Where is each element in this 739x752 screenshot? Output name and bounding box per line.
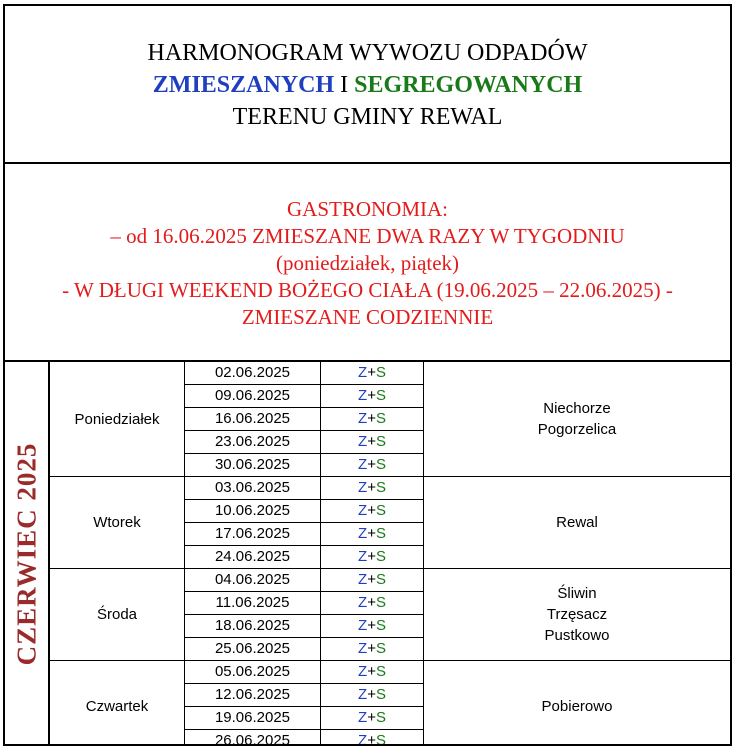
waste-type-s: S: [375, 410, 386, 427]
waste-type-plus: +: [367, 686, 376, 703]
waste-type-z: Z: [358, 479, 368, 496]
waste-type-plus: +: [367, 709, 376, 726]
waste-type-cell: [321, 500, 424, 523]
waste-type-z: Z: [358, 502, 368, 519]
location-name: Niechorze: [543, 400, 611, 417]
date-cell: 02.06.2025: [185, 362, 321, 385]
waste-type-plus: +: [367, 640, 376, 657]
waste-type-cell: [321, 454, 424, 477]
notice-line-4: - W DŁUGI WEEKEND BOŻEGO CIAŁA (19.06.2025 – 22.06.2025) -: [62, 278, 673, 302]
waste-type-z: Z: [358, 663, 368, 680]
title-conjunction: I: [340, 72, 349, 98]
waste-type-z: Z: [358, 456, 368, 473]
waste-type-cell: [321, 684, 424, 707]
day-name: Wtorek: [93, 514, 141, 531]
waste-type-plus: +: [367, 571, 376, 588]
notice-line-3: (poniedziałek, piątek): [275, 251, 460, 275]
waste-type-cell: [321, 477, 424, 500]
date-cell: 18.06.2025: [185, 615, 321, 638]
waste-type-plus: +: [367, 548, 376, 565]
date-cell: 12.06.2025: [185, 684, 321, 707]
waste-type-s: S: [375, 732, 386, 746]
location-name: Śliwin: [557, 585, 597, 602]
notice-line-1: GASTRONOMIA:: [286, 197, 448, 221]
locations-cell: [424, 477, 730, 569]
date-cell: 24.06.2025: [185, 546, 321, 569]
waste-type-z: Z: [358, 594, 368, 611]
notice-line-2: – od 16.06.2025 ZMIESZANE DWA RAZY W TYGODNIU: [110, 224, 625, 248]
waste-type-z: Z: [358, 571, 368, 588]
waste-type-plus: +: [367, 479, 376, 496]
waste-type-z: Z: [358, 617, 368, 634]
date-cell: 04.06.2025: [185, 569, 321, 592]
date-cell: 11.06.2025: [185, 592, 321, 615]
title-sorted: SEGREGOWANYCH: [354, 72, 583, 98]
day-name: Poniedziałek: [74, 410, 160, 428]
locations-cell: [424, 569, 730, 661]
waste-type-s: S: [375, 548, 386, 565]
waste-type-z: Z: [358, 525, 368, 542]
title-line-1: HARMONOGRAM WYWOZU ODPADÓW: [147, 40, 588, 66]
waste-type-cell: [321, 730, 424, 746]
waste-type-plus: +: [367, 456, 376, 473]
location-name: Trzęsacz: [546, 606, 608, 623]
waste-type-z: Z: [358, 364, 368, 381]
date-cell: 25.06.2025: [185, 638, 321, 661]
waste-type-z: Z: [358, 433, 368, 450]
date-cell: 10.06.2025: [185, 500, 321, 523]
waste-type-cell: [321, 385, 424, 408]
title-line-3: TERENU GMINY REWAL: [232, 104, 503, 130]
day-name: Środa: [96, 606, 138, 623]
waste-type-cell: [321, 431, 424, 454]
location-name: Pobierowo: [541, 698, 613, 715]
title-mixed: ZMIESZANYCH: [152, 72, 335, 98]
date-cell: 16.06.2025: [185, 408, 321, 431]
waste-type-cell: [321, 362, 424, 385]
date-cell: 26.06.2025: [185, 730, 321, 746]
waste-type-s: S: [375, 456, 386, 473]
waste-type-plus: +: [367, 617, 376, 634]
day-cell: [50, 661, 185, 746]
location-name: Pogorzelica: [537, 421, 617, 438]
waste-type-plus: +: [367, 594, 376, 611]
month-label: CZERWIEC 2025: [11, 442, 41, 666]
waste-type-z: Z: [358, 387, 368, 404]
date-cell: 19.06.2025: [185, 707, 321, 730]
date-cell: 30.06.2025: [185, 454, 321, 477]
date-cell: 03.06.2025: [185, 477, 321, 500]
waste-type-s: S: [375, 387, 386, 404]
waste-type-cell: [321, 615, 424, 638]
schedule-document: [3, 4, 732, 746]
date-cell: 17.06.2025: [185, 523, 321, 546]
waste-type-plus: +: [367, 663, 376, 680]
location-name: Pustkowo: [544, 627, 610, 644]
waste-type-cell: [321, 523, 424, 546]
waste-type-s: S: [375, 502, 386, 519]
waste-type-plus: +: [367, 410, 376, 427]
waste-type-z: Z: [358, 709, 368, 726]
waste-type-z: Z: [358, 686, 368, 703]
month-label-cell: [5, 362, 50, 746]
waste-type-s: S: [375, 686, 386, 703]
waste-type-plus: +: [367, 732, 376, 746]
date-cell: 23.06.2025: [185, 431, 321, 454]
waste-type-s: S: [375, 663, 386, 680]
waste-type-s: S: [375, 433, 386, 450]
document-header: [5, 6, 730, 164]
day-cell: [50, 362, 185, 477]
date-cell: 05.06.2025: [185, 661, 321, 684]
waste-type-cell: [321, 546, 424, 569]
day-cell: [50, 477, 185, 569]
waste-type-s: S: [375, 479, 386, 496]
location-name: Rewal: [556, 514, 598, 531]
waste-type-plus: +: [367, 364, 376, 381]
title-line-2: [5, 72, 730, 99]
waste-type-s: S: [375, 640, 386, 657]
locations-cell: [424, 661, 730, 746]
waste-type-z: Z: [358, 548, 368, 565]
schedule-table: [50, 362, 730, 746]
waste-type-plus: +: [367, 387, 376, 404]
locations-cell: [424, 362, 730, 477]
day-name: Czwartek: [85, 698, 149, 715]
waste-type-s: S: [375, 525, 386, 542]
waste-type-cell: [321, 661, 424, 684]
waste-type-cell: [321, 707, 424, 730]
waste-type-plus: +: [367, 525, 376, 542]
waste-type-cell: [321, 408, 424, 431]
waste-type-s: S: [375, 617, 386, 634]
waste-type-s: S: [375, 709, 386, 726]
waste-type-z: Z: [358, 640, 368, 657]
waste-type-plus: +: [367, 502, 376, 519]
waste-type-plus: +: [367, 433, 376, 450]
notice-line-5: ZMIESZANE CODZIENNIE: [241, 305, 494, 329]
waste-type-s: S: [375, 571, 386, 588]
waste-type-s: S: [375, 364, 386, 381]
waste-type-s: S: [375, 594, 386, 611]
waste-type-z: Z: [358, 410, 368, 427]
day-cell: [50, 569, 185, 661]
waste-type-cell: [321, 592, 424, 615]
date-cell: 09.06.2025: [185, 385, 321, 408]
waste-type-cell: [321, 569, 424, 592]
gastronomy-notice: [5, 164, 730, 362]
waste-type-z: Z: [358, 732, 368, 746]
waste-type-cell: [321, 638, 424, 661]
